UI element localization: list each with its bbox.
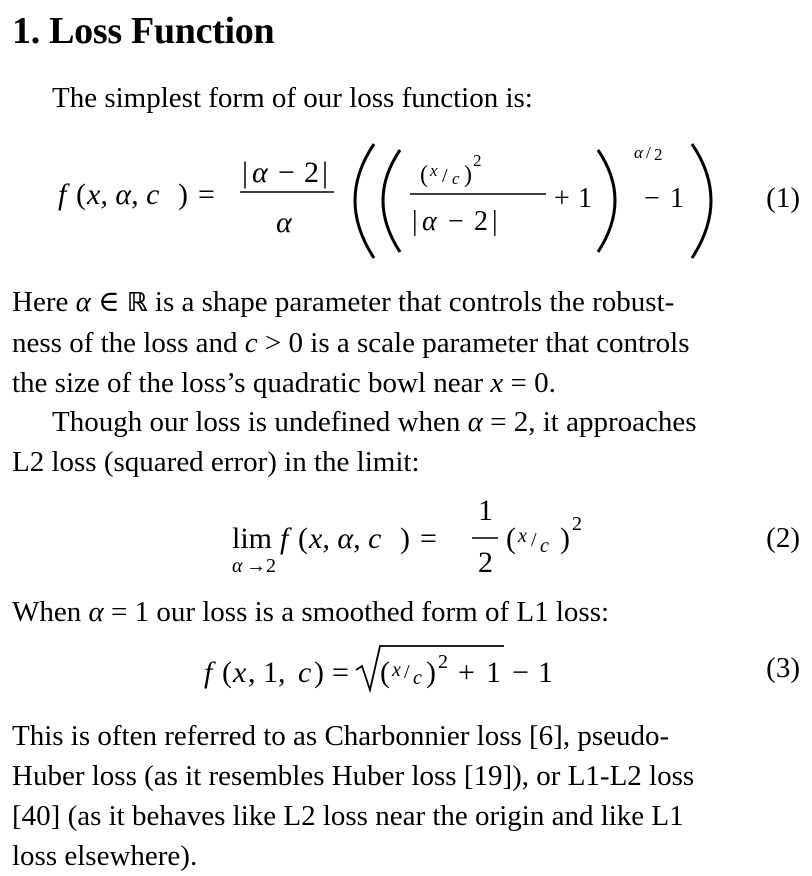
- equation-3: [196, 638, 616, 700]
- svg-text:|: |: [492, 206, 498, 237]
- intro-text: The simplest form of our loss function is:: [52, 82, 533, 114]
- svg-text:x: x: [392, 659, 401, 681]
- svg-text:(: (: [380, 656, 390, 689]
- svg-text:): ): [464, 162, 472, 188]
- svg-text:−: −: [448, 206, 464, 237]
- svg-text:f: f: [280, 522, 289, 555]
- paragraph: Here α ∈ ℝ is a shape parameter that controls the robust- ness of the loss and c > 0 is a scale parameter that controls the size of the loss’s quadratic bowl near x = 0.: [12, 286, 690, 399]
- paragraph: Though our loss is undefined when α = 2, it approaches L2 loss (squared error) in the limit:: [12, 406, 697, 478]
- svg-text:(: (: [298, 522, 308, 555]
- svg-text:α: α: [232, 555, 243, 577]
- svg-text:1: 1: [486, 656, 501, 689]
- svg-text:1: 1: [670, 183, 684, 214]
- svg-text:, 1,: , 1,: [248, 656, 286, 689]
- svg-text:c: c: [540, 535, 549, 557]
- equation-1: [40, 132, 740, 267]
- svg-text:/: /: [404, 661, 410, 683]
- svg-text:2: 2: [438, 651, 448, 673]
- svg-text:1: 1: [578, 183, 592, 214]
- svg-text:): ): [314, 656, 324, 689]
- svg-text:1: 1: [538, 656, 553, 689]
- svg-text:2: 2: [654, 145, 663, 164]
- svg-text:x, α, c: x, α, c: [309, 522, 382, 555]
- svg-text:=: =: [332, 656, 349, 689]
- svg-text:|: |: [322, 156, 329, 189]
- svg-text:x, α, c: x, α, c: [87, 178, 160, 211]
- section-title: Loss Function: [49, 10, 275, 52]
- svg-text:c: c: [413, 667, 422, 689]
- svg-text:+: +: [554, 183, 570, 214]
- svg-text:(: (: [420, 162, 428, 188]
- svg-text:=: =: [198, 178, 215, 211]
- svg-text:1: 1: [478, 496, 493, 527]
- svg-text:): ): [426, 656, 436, 689]
- svg-text:): ): [178, 178, 188, 211]
- svg-text:): ): [400, 522, 410, 555]
- svg-text:): ): [560, 522, 570, 555]
- equation-number: (3): [766, 652, 800, 684]
- svg-text:(: (: [76, 178, 86, 211]
- svg-text:/: /: [531, 529, 537, 551]
- svg-text:α: α: [422, 206, 437, 237]
- equation-2: [220, 496, 600, 580]
- svg-text:2: 2: [474, 206, 488, 237]
- svg-text:α: α: [634, 143, 643, 162]
- svg-text:|: |: [412, 206, 418, 237]
- paragraph: This is often referred to as Charbonnier loss [6], pseudo- Huber loss (as it resembles Huber loss [19]), or L1-L2 loss [40] (as it behaves like L2 loss near the origin and like L1 loss elsewhere).: [12, 720, 695, 872]
- svg-text:α: α: [276, 206, 292, 239]
- svg-text:f: f: [204, 656, 213, 689]
- svg-text:x: x: [233, 656, 247, 689]
- svg-text:−: −: [644, 183, 660, 214]
- paragraph: When α = 1 our loss is a smoothed form of L1 loss:: [12, 596, 610, 628]
- svg-text:→2: →2: [246, 555, 276, 577]
- svg-text:2: 2: [478, 546, 493, 579]
- svg-text:c: c: [298, 656, 312, 689]
- svg-text:x: x: [518, 525, 527, 547]
- svg-text:+: +: [458, 656, 475, 689]
- svg-text:α: α: [252, 156, 268, 189]
- svg-text:=: =: [420, 522, 437, 555]
- svg-text:−: −: [512, 656, 529, 689]
- svg-text:2: 2: [473, 151, 482, 170]
- svg-text:/: /: [442, 165, 448, 187]
- svg-text:x: x: [430, 161, 438, 180]
- section-heading: [12, 8, 274, 54]
- svg-text:|: |: [242, 156, 249, 189]
- svg-text:(: (: [506, 522, 516, 555]
- section-number: 1.: [12, 10, 40, 52]
- equation-number: (2): [766, 522, 800, 554]
- svg-text:lim: lim: [232, 522, 273, 555]
- svg-text:2: 2: [304, 156, 319, 189]
- svg-text:c: c: [452, 169, 460, 188]
- svg-text:f: f: [58, 178, 67, 211]
- svg-text:−: −: [278, 156, 295, 189]
- svg-text:2: 2: [572, 513, 582, 535]
- svg-text:(: (: [222, 656, 232, 689]
- equation-number: (1): [766, 182, 800, 214]
- svg-text:/: /: [646, 143, 651, 162]
